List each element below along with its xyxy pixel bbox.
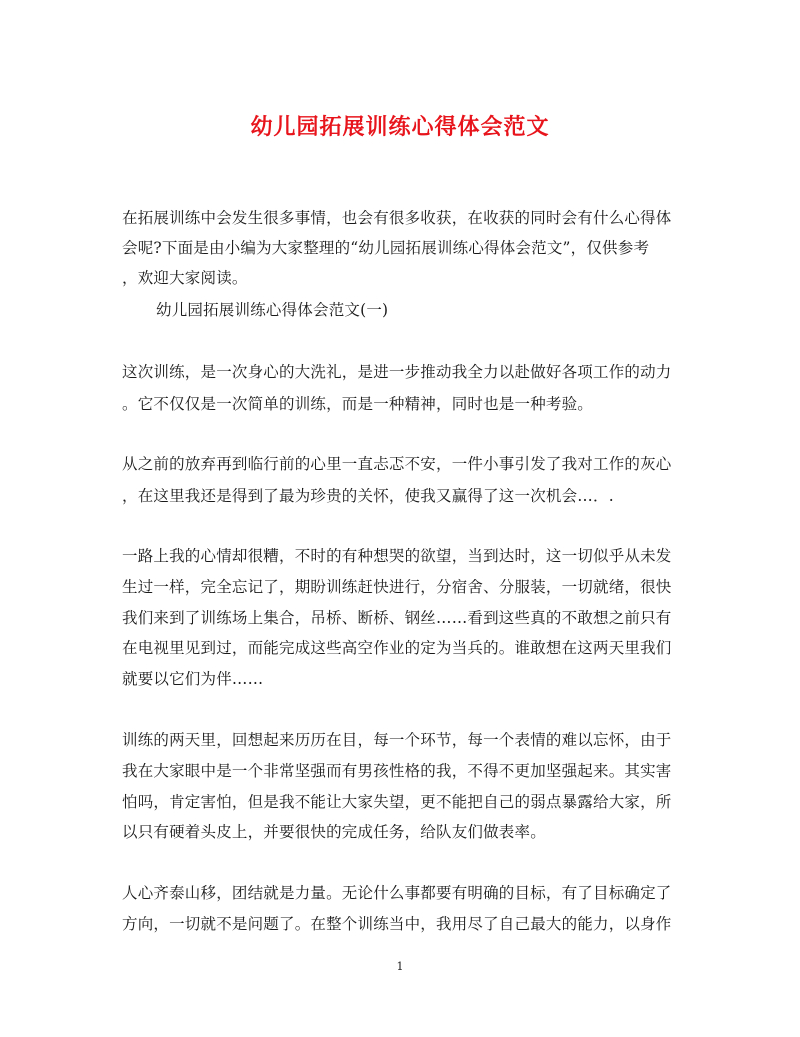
paragraph-line: 。它不仅仅是一次简单的训练，而是一种精神，同时也是一种考验。	[122, 395, 594, 413]
paragraph-line: 我在大家眼中是一个非常坚强而有男孩性格的我，不得不更加坚强起来。其实害	[122, 762, 672, 780]
document-title: 幼儿园拓展训练心得体会范文	[250, 114, 550, 140]
paragraph-line: 我们来到了训练场上集合，吊桥、断桥、钢丝……看到这些真的不敢想之前只有	[122, 609, 672, 627]
paragraph-line: 一路上我的心情却很糟，不时的有种想哭的欲望，当到达时，这一切似乎从未发	[122, 547, 672, 565]
paragraph-line: 训练的两天里，回想起来历历在目，每一个环节，每一个表情的难以忘怀，由于	[122, 731, 672, 749]
section-heading: 幼儿园拓展训练心得体会范文(一)	[156, 301, 389, 319]
paragraph-line: ，欢迎大家阅读。	[122, 269, 248, 287]
paragraph-line: 方向，一切就不是问题了。在整个训练当中，我用尽了自己最大的能力，以身作	[122, 915, 672, 933]
paragraph-line: 就要以它们为伴……	[122, 670, 264, 688]
paragraph-line: 在电视里见到过，而能完成这些高空作业的定为当兵的。谁敢想在这两天里我们	[122, 639, 672, 657]
paragraph-line: 从之前的放弃再到临行前的心里一直忐忑不安，一件小事引发了我对工作的灰心	[122, 455, 672, 473]
paragraph-line: 这次训练，是一次身心的大洗礼，是进一步推动我全力以赴做好各项工作的动力	[122, 363, 672, 381]
page-number: 1	[396, 960, 404, 973]
paragraph-line: 生过一样，完全忘记了，期盼训练赶快进行，分宿舍、分服装，一切就绪，很快	[122, 578, 672, 596]
paragraph-line: 以只有硬着头皮上，并要很快的完成任务，给队友们做表率。	[122, 823, 546, 841]
paragraph-line: ，在这里我还是得到了最为珍贵的关怀，使我又赢得了这一次机会…．.	[122, 487, 614, 505]
paragraph-line: 怕吗，肯定害怕，但是我不能让大家失望，更不能把自己的弱点暴露给大家，所	[122, 793, 672, 811]
paragraph-line: 人心齐泰山移，团结就是力量。无论什么事都要有明确的目标，有了目标确定了	[122, 884, 672, 902]
paragraph-line: 会呢?下面是由小编为大家整理的“幼儿园拓展训练心得体会范文”，仅供参考	[122, 239, 650, 257]
paragraph-line: 在拓展训练中会发生很多事情，也会有很多收获，在收获的同时会有什么心得体	[122, 209, 672, 227]
